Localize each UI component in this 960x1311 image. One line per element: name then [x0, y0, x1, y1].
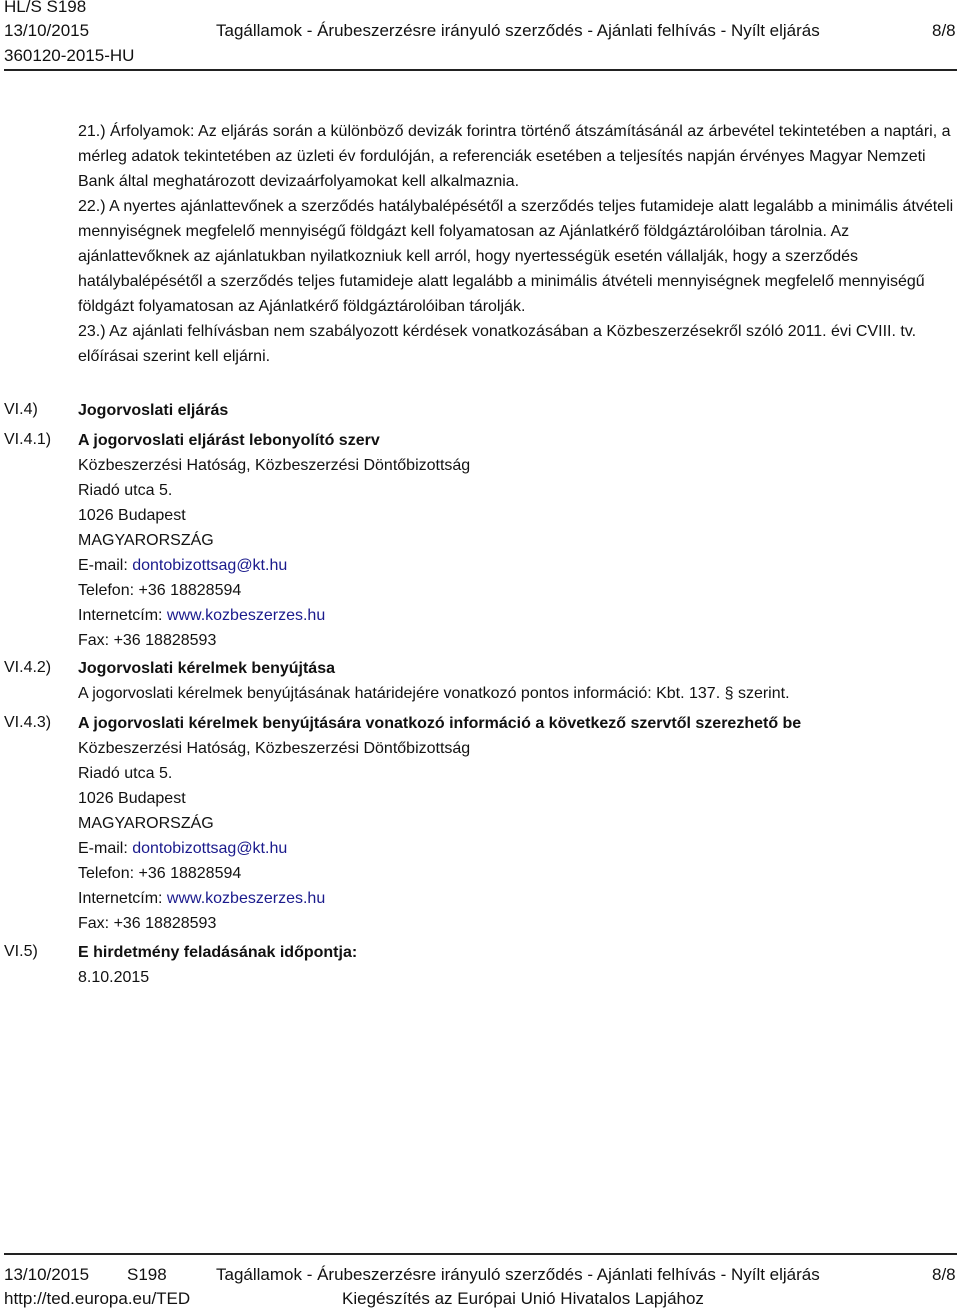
header-divider	[4, 69, 957, 71]
footer-date: 13/10/2015	[4, 1265, 90, 1284]
footer-ted-link[interactable]: http://ted.europa.eu/TED	[4, 1289, 191, 1308]
footer-page: 8/8	[932, 1265, 956, 1284]
header-page: 8/8	[932, 21, 956, 40]
header-doc-id: HL/S S198	[4, 0, 87, 16]
review-body-fax: Fax: +36 18828593	[78, 632, 217, 649]
info-body-country: MAGYARORSZÁG	[78, 815, 214, 832]
review-body-street: Riadó utca 5.	[78, 482, 173, 499]
paragraph-23: 23.) Az ajánlati felhívásban nem szabályozott kérdések vonatkozásában a Közbeszerzésekről szóló 2011. évi CVIII. tv. előírásai szerint kell eljárni.	[78, 323, 917, 365]
footer-series: S198	[127, 1265, 167, 1284]
header-title: Tagállamok - Árubeszerzésre irányuló szerződés - Ajánlati felhívás - Nyílt eljárás	[216, 21, 820, 40]
footer-divider	[4, 1253, 957, 1255]
section-title-vi5: E hirdetmény feladásának időpontja:	[78, 944, 358, 961]
section-title-vi4: Jogorvoslati eljárás	[78, 402, 229, 419]
email-link[interactable]: dontobizottsag@kt.hu	[132, 557, 288, 574]
review-body-web-row	[78, 603, 954, 628]
info-body-name: Közbeszerzési Hatóság, Közbeszerzési Döntőbizottság	[78, 740, 471, 757]
web-label: Internetcím:	[78, 607, 167, 624]
review-body-country: MAGYARORSZÁG	[78, 532, 214, 549]
section-vi42	[78, 656, 954, 706]
footer-title: Tagállamok - Árubeszerzésre irányuló szerződés - Ajánlati felhívás - Nyílt eljárás	[216, 1265, 820, 1284]
info-body-street: Riadó utca 5.	[78, 765, 173, 782]
section-title-vi41: A jogorvoslati eljárást lebonyolító szerv	[78, 432, 380, 449]
section-text-vi42: A jogorvoslati kérelmek benyújtásának határidejére vonatkozó pontos információ: Kbt. 137. § szerint.	[78, 685, 790, 702]
info-body-web-row	[78, 886, 954, 911]
email-label: E-mail:	[78, 557, 133, 574]
section-vi41	[78, 428, 954, 653]
website-link[interactable]: www.kozbeszerzes.hu	[166, 607, 326, 624]
info-body-email-row	[78, 836, 954, 861]
footer-supplement: Kiegészítés az Európai Unió Hivatalos Lapjához	[342, 1289, 704, 1308]
section-title-vi43: A jogorvoslati kérelmek benyújtására vonatkozó információ a következő szervtől szerezhető be	[78, 715, 802, 732]
web-label: Internetcím:	[78, 890, 167, 907]
info-body-phone: Telefon: +36 18828594	[78, 865, 242, 882]
paragraph-22: 22.) A nyertes ajánlattevőnek a szerződés hatálybalépésétől a szerződés teljes futamideje alatt legalább a minimális átvételi mennyiségnek megfelelő mennyiségű földgázt kell folyamatosan az Ajánlatkérő földgáztárolóiban tárolnia. Az ajánlattevőknek az ajánlatukban nyilatkozniuk kell arról, hogy nyertességük esetén vállalják, hogy a szerződés hatálybalépésétől a szerződés teljes futamideje alatt legalább a minimális átvételi mennyiségnek megfelelő mennyiségű földgázt folyamatosan az Ajánlatkérő földgáztárolóiban tárolják.	[78, 198, 954, 315]
section-title-vi42: Jogorvoslati kérelmek benyújtása	[78, 660, 335, 677]
section-number-vi43: VI.4.3)	[4, 714, 52, 731]
email-label: E-mail:	[78, 840, 133, 857]
paragraph-21: 21.) Árfolyamok: Az eljárás során a különböző devizák forintra történő átszámításánál az árbevétel tekintetében a naptári, a mérleg adatok tekintetében az üzleti év fordulóján, a referenciák esetében a teljesítés napján érvényes Magyar Nemzeti Bank által meghatározott devizaárfolyamokat kell alkalmaznia.	[78, 123, 951, 190]
section-vi5	[78, 940, 954, 990]
info-body-fax: Fax: +36 18828593	[78, 915, 217, 932]
section-number-vi5: VI.5)	[4, 943, 38, 960]
header-date: 13/10/2015	[4, 21, 90, 40]
main-content	[78, 119, 954, 369]
section-number-vi4: VI.4)	[4, 401, 38, 418]
info-body-city: 1026 Budapest	[78, 790, 186, 807]
review-body-city: 1026 Budapest	[78, 507, 186, 524]
email-link[interactable]: dontobizottsag@kt.hu	[132, 840, 288, 857]
dispatch-date: 8.10.2015	[78, 969, 150, 986]
review-body-phone: Telefon: +36 18828594	[78, 582, 242, 599]
header-notice-number: 360120-2015-HU	[4, 46, 135, 65]
review-body-email-row	[78, 553, 954, 578]
section-vi43	[78, 711, 954, 936]
section-number-vi41: VI.4.1)	[4, 431, 52, 448]
review-body-name: Közbeszerzési Hatóság, Közbeszerzési Döntőbizottság	[78, 457, 471, 474]
website-link[interactable]: www.kozbeszerzes.hu	[166, 890, 326, 907]
section-vi4	[78, 398, 954, 423]
section-number-vi42: VI.4.2)	[4, 659, 52, 676]
